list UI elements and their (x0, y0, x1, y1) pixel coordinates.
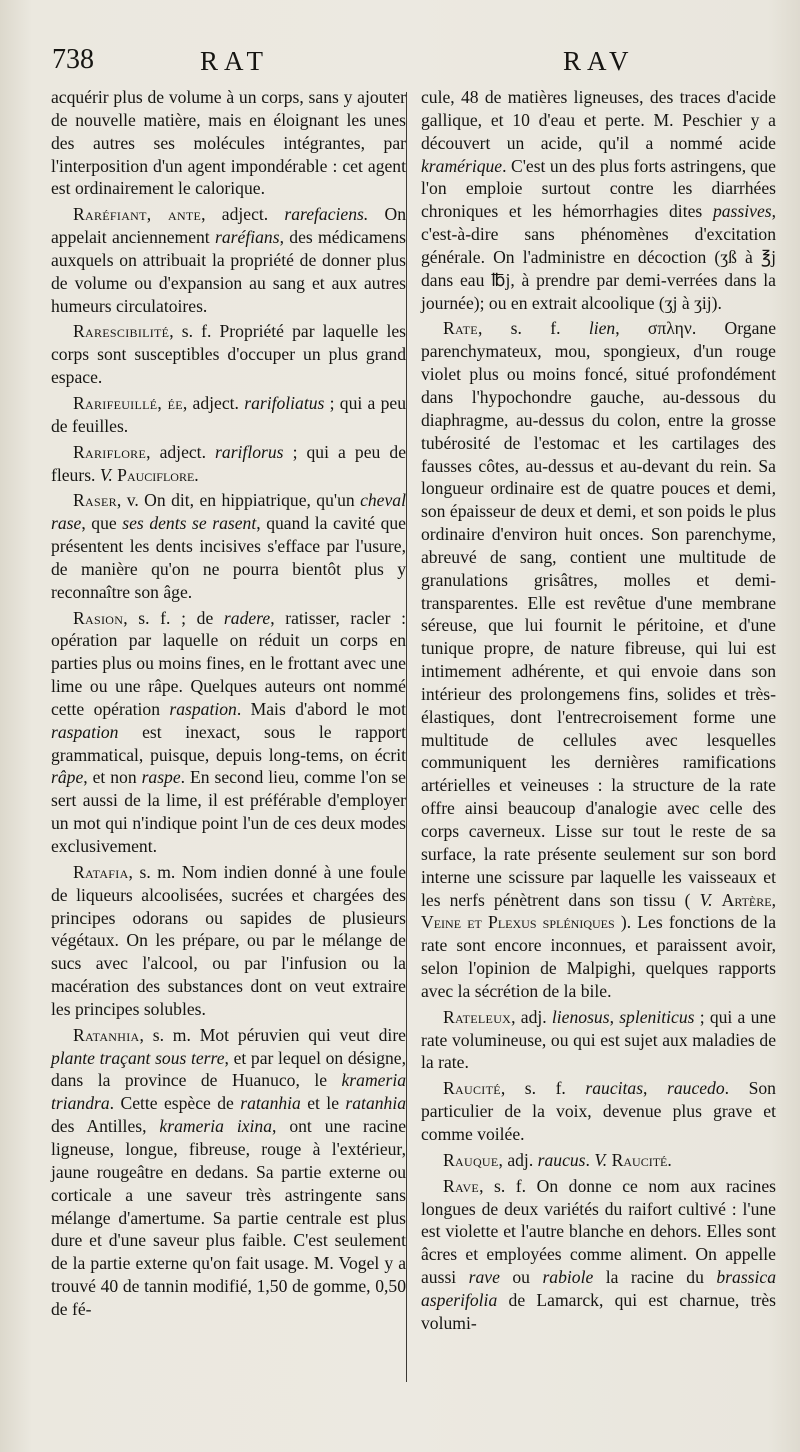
entry-raucite: Raucité, s. f. raucitas, raucedo. Son particulier de la voix, devenue plus grave et comme voilée. (421, 1078, 776, 1144)
column-divider (406, 92, 407, 1382)
entry-rarescibilite: Rarescibilité, s. f. Propriété par laquelle les corps sont susceptibles d'occuper un plus grand espace. (51, 321, 406, 388)
running-head-left: RAT (200, 46, 270, 76)
running-head-right: RAV (563, 46, 635, 76)
entry-rave: Rave, s. f. On donne ce nom aux racines longues de deux variétés du raifort cultivé : l'une est violette et l'autre blanche en dehors. Elles sont âcres et employées comme aliment. On appelle aussi rave ou rabiole la racine du brassica asperifolia de Lamarck, qui est charnue, très volumi- (421, 1175, 777, 1333)
entry-continuation: cule, 48 de matières ligneuses, des traces d'acide gallique, et 10 d'eau et perte. M. Peschier y a découvert un acide, qu'il a nommé acide kramérique. C'est un des plus forts astringens, que l'on emploie surtout contre les diarrhées chroniques et les hémorrhagies dites passives, c'est-à-dire sans phénomènes d'excitation générale. On l'administre en décoction (ʒß à ℥j dans eau ℔j, à prendre par demi-verrées dans la journée); ou en extrait alcoolique (ʒj à ʒij). (421, 87, 776, 313)
headword: Ratafia (73, 861, 129, 882)
left-column (51, 86, 406, 1324)
headword: Rauque (443, 1149, 499, 1170)
headword: Rasion (73, 607, 124, 628)
entry-rarefiant: Raréfiant, ante, adject. rarefaciens. On appelait anciennement raréfians, des médicamens auxquels on attribuait la propriété de donner plus de volume ou d'expansion au sang et aux autres humeurs circulatoires. (51, 204, 406, 316)
entry-rarifeuille: Rarifeuillé, ée, adject. rarifoliatus ; qui a peu de feuilles. (51, 392, 407, 436)
entry-ratanhia: Ratanhia, s. m. Mot péruvien qui veut dire plante traçant sous terre, et par lequel on désigne, dans la province de Huanuco, le krameria triandra. Cette espèce de ratanhia et le ratanhia des Antilles, krameria ixina, ont une racine ligneuse, longue, fibreuse, rouge à l'extérieur, jaune rougeâtre en dedans. Sa partie externe ou corticale a une saveur très astringente sans mélange d'amertume. Sa partie centrale est plus dure et d'une saveur plus faible. C'est seulement de la partie externe qu'on fait usage. M. Vogel y a trouvé 40 de tannin modifié, 1,50 de gomme, 0,50 de fé- (51, 1024, 407, 1319)
entry-rasion: Rasion, s. f. ; de radere, ratisser, racler : opération par laquelle on réduit un corps en parties plus ou moins fines, en le frottant avec une lime ou une râpe. Quelques auteurs ont nommé cette opération raspation. Mais d'abord le mot raspation est inexact, sous le rapport grammatical, puisque, depuis long-tems, on écrit râpe, et non raspe. En second lieu, comme l'on se sert aussi de la lime, il est préférable d'employer un mot qui n'indique point l'un de ces deux modes exclusivement. (51, 607, 406, 856)
entry-rate: Rate, s. f. lien, σπλην. Organe parenchymateux, mou, spongieux, d'un rouge violet plus ou moins foncé, situé profondément dans l'hypochondre gauche, au-dessous du diaphragme, au-dessus du colon, entre la grosse tubérosité de l'estomac et les cartilages des fausses côtes, au-dessus et au-devant du rein. Sa longueur ordinaire est de quatre pouces et demi, son épaisseur de deux et demi, et son poids le plus ordinaire d'environ huit onces. Son parenchyme, abreuvé de sang, contient une multitude de granulations grisâtres, molles et demi-transparentes. Elle est revêtue d'une membrane séreuse, que lui fournit le péritoine, et d'une tunique propre, de nature fibreuse, qui lui est intimement adhérente, et qui envoie dans son intérieur des prolongemens fins, solides et très-élastiques, dont l'entrecroisement forme une multitude de cellules avec lesquelles communiquent les dernières ramifications artérielles et veineuses : la structure de la rate offre ainsi beaucoup d'analogie avec celle des corps caverneux. Lisse sur tout le reste de sa surface, la rate présente seulement sur son bord interne une scissure par laquelle les vaisseaux et les nerfs pénètrent dans son tissu ( V. Artère, Veine et Plexus spléniques ). Les fonctions de la rate sont encore inconnues, et paraissent avoir, selon l'opinion de Malpighi, quelques rapports avec la sécrétion de la bile. (421, 318, 777, 1001)
headword: Rarifeuillé, ée (73, 392, 183, 413)
cross-reference: Raucité. (611, 1149, 672, 1170)
entry-ratafia: Ratafia, s. m. Nom indien donné à une foule de liqueurs alcoolisées, sucrées et chargées des principes odorans ou sapides de plusieurs végétaux. On les prépare, ou par le mélange de sucs avec l'alcool, ou par l'infusion ou la macération des substances dont on veut extraire les principes solubles. (51, 861, 406, 1019)
headword: Raréfiant, ante (73, 204, 202, 225)
headword: Rateleux (443, 1006, 512, 1027)
entry-rariflore: Rariflore, adject. rariflorus ; qui a peu de fleurs. V. Pauciflore. (51, 441, 407, 485)
entry-rauque: Rauque, adj. raucus. V. Raucité. (443, 1149, 672, 1170)
entry-continuation: acquérir plus de volume à un corps, sans y ajouter de nouvelle matière, mais en éloignant les unes des autres ses molécules intégrantes, par l'interposition d'un agent impondérable : cet agent est ordinairement le calorique. (51, 87, 406, 199)
headword: Ratanhia (73, 1024, 140, 1045)
page-header (0, 44, 800, 84)
headword: Rarescibilité (73, 321, 170, 342)
headword: Rariflore (73, 441, 147, 462)
entry-raser: Raser, v. On dit, en hippiatrique, qu'un cheval rase, que ses dents se rasent, quand la cavité que présentent les dents incisives s'efface par l'usure, de manière qu'on ne pourra bientôt plus y reconnaître son âge. (51, 490, 406, 602)
headword: Raser (73, 490, 117, 511)
headword: Raucité (443, 1078, 501, 1099)
page-number: 738 (52, 44, 94, 75)
cross-reference: Artère, Veine et Plexus spléniques (421, 889, 776, 933)
entry-rateleux: Rateleux, adj. lienosus, spleniticus ; qui a une rate volumineuse, ou qui est sujet aux maladies de la rate. (421, 1006, 776, 1073)
right-column (421, 86, 776, 1338)
cross-reference: Pauciflore. (117, 464, 199, 485)
headword: Rate (443, 318, 478, 339)
headword: Rave (443, 1175, 480, 1196)
